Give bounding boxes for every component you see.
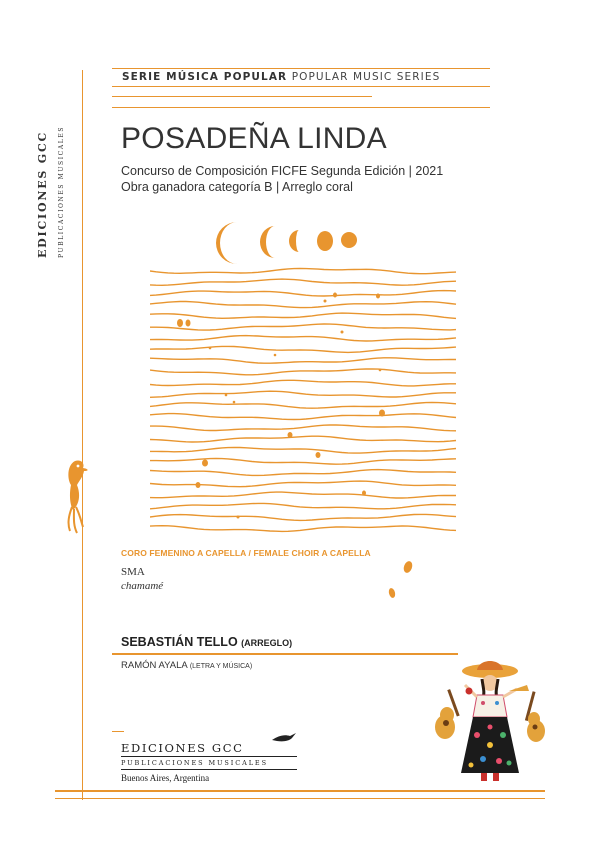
series-name-es: SERIE MÚSICA POPULAR xyxy=(122,71,288,83)
composer-credit xyxy=(121,660,252,671)
arranger-role: (ARREGLO) xyxy=(241,638,293,648)
folk-dancer-illustration xyxy=(425,655,555,785)
bird-logo-icon xyxy=(270,730,298,744)
wave-dot xyxy=(379,369,382,372)
wave-dot xyxy=(376,294,380,299)
wavy-line xyxy=(150,403,456,409)
wave-dot xyxy=(225,394,228,397)
header-rule-top xyxy=(112,68,490,69)
wave-dot xyxy=(362,491,366,496)
wavy-line xyxy=(150,291,456,296)
wave-dot xyxy=(237,516,240,519)
spine-divider xyxy=(82,70,83,800)
header-rule-4 xyxy=(112,107,490,108)
wave-dot xyxy=(316,452,321,458)
publisher-city: Buenos Aires, Argentina xyxy=(121,773,210,783)
footer-rule-1 xyxy=(55,790,545,792)
moon-crescent-thin xyxy=(216,222,237,264)
publisher-logo-name: EDICIONES GCC xyxy=(121,741,244,755)
wave-dot xyxy=(209,347,212,350)
moon-half xyxy=(289,230,299,252)
wavy-line xyxy=(150,369,456,375)
spine-publisher xyxy=(36,68,54,258)
series-line xyxy=(122,71,492,83)
wavy-line xyxy=(150,302,456,308)
wavy-lines-illustration xyxy=(150,265,460,540)
wavy-line xyxy=(150,279,456,285)
arranger-credit xyxy=(121,635,292,649)
choir-type: CORO FEMENINO A CAPELLA / FEMALE CHOIR A CAPELLA xyxy=(121,548,371,558)
wavy-line xyxy=(150,514,456,520)
wave-dot xyxy=(288,432,293,438)
guitar-right-icon xyxy=(525,691,545,742)
spine-publisher-text: EDICIONES GCC xyxy=(36,130,49,258)
header-rule-2 xyxy=(112,86,490,87)
wavy-line xyxy=(150,436,456,442)
wave-dot xyxy=(324,300,327,303)
header-rule-3 xyxy=(112,96,372,97)
contest-line: Concurso de Composición FICFE Segunda Edición | 2021 xyxy=(121,164,444,178)
orange-drops xyxy=(380,555,420,605)
composer-role: (LETRA Y MÚSICA) xyxy=(189,663,253,670)
voicing: SMA xyxy=(121,566,145,578)
wavy-line xyxy=(150,358,456,363)
wavy-line xyxy=(150,380,456,386)
wave-dot xyxy=(196,482,201,488)
publisher-logo-subtitle: PUBLICACIONES MUSICALES xyxy=(121,759,268,767)
wavy-line xyxy=(150,336,456,341)
moon-gibbous xyxy=(317,231,333,251)
wave-dot xyxy=(341,331,344,334)
wave-dot xyxy=(202,460,208,467)
composer-name: RAMÓN AYALA xyxy=(121,660,188,671)
wavy-line xyxy=(150,492,456,498)
wavy-line xyxy=(150,503,456,508)
series-name-en: POPULAR MUSIC SERIES xyxy=(291,71,441,83)
moon-crescent xyxy=(260,226,275,258)
wave-dot xyxy=(186,320,191,327)
wavy-line xyxy=(150,391,456,397)
wavy-line xyxy=(150,470,456,476)
credits-rule xyxy=(112,653,458,655)
logo-rule-left xyxy=(112,731,124,732)
spine-subtitle-text: PUBLICACIONES MUSICALES xyxy=(58,125,65,258)
moon-phases-illustration xyxy=(215,218,365,268)
genre: chamamé xyxy=(121,580,164,592)
wavy-line xyxy=(150,346,456,352)
wavy-line xyxy=(150,324,456,330)
wavy-line xyxy=(150,447,456,453)
footer-rule-2 xyxy=(55,798,545,799)
wave-dot xyxy=(274,354,277,357)
wave-dot xyxy=(233,401,236,404)
wavy-line xyxy=(150,313,456,318)
wave-dot xyxy=(379,410,385,417)
wavy-line xyxy=(150,425,456,431)
arranger-name: SEBASTIÁN TELLO xyxy=(121,635,238,649)
wavy-line xyxy=(150,414,456,420)
bird-illustration xyxy=(55,455,95,535)
wave-dot xyxy=(177,319,183,327)
logo-rule-bottom xyxy=(121,769,297,770)
category-line: Obra ganadora categoría B | Arreglo coral xyxy=(121,180,353,194)
wavy-line xyxy=(150,459,456,465)
moon-full xyxy=(341,232,357,248)
page-title: POSADEÑA LINDA xyxy=(121,122,387,155)
wavy-line xyxy=(150,526,456,532)
spine-subtitle xyxy=(58,68,70,258)
guitar-left-icon xyxy=(435,689,460,739)
wave-dot xyxy=(333,293,337,298)
wavy-line xyxy=(150,269,456,274)
logo-rule xyxy=(121,756,297,757)
